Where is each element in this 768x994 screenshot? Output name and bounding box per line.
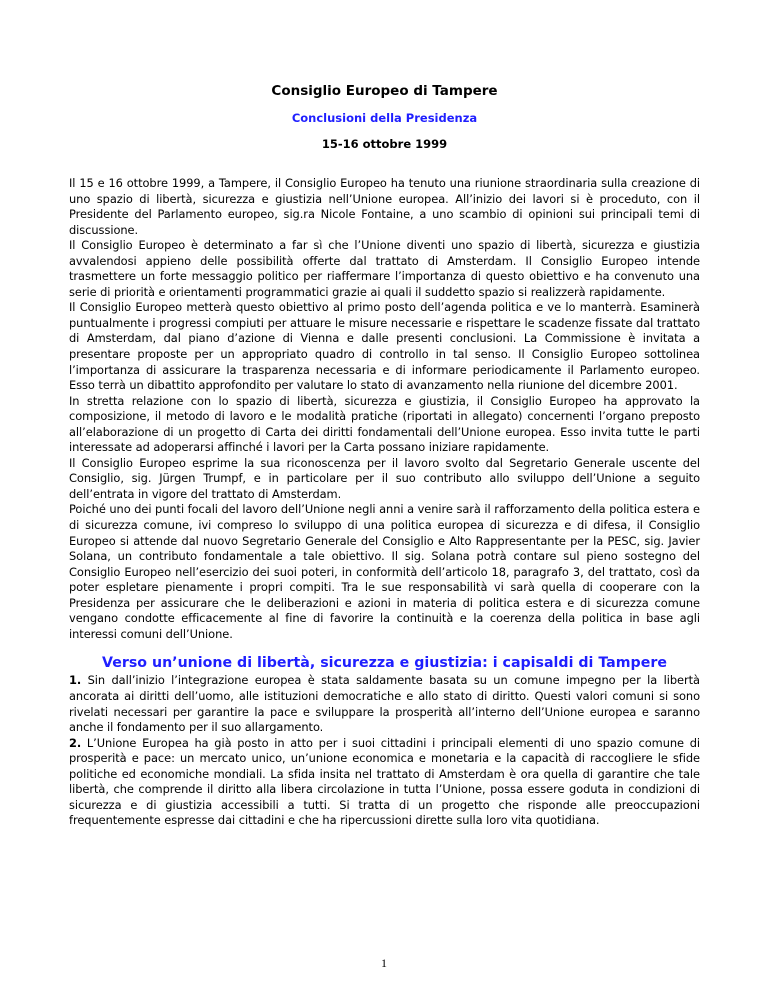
intro-paragraph: Il Consiglio Europeo esprime la sua riconoscenza per il lavoro svolto dal Segretario Generale uscente del Consiglio, sig. Jürgen Trumpf, e in particolare per il suo contributo allo sviluppo dell’Unione a seguito dell’entrata in vigore del trattato di Amsterdam. — [69, 455, 700, 501]
paragraph-number: 1. — [69, 673, 82, 688]
section-heading: Verso un’unione di libertà, sicurezza e giustizia: i capisaldi di Tampere — [102, 655, 667, 672]
document-subtitle: Conclusioni della Presidenza — [291, 111, 478, 125]
document-body — [69, 82, 700, 829]
intro-paragraph: Il Consiglio Europeo è determinato a far sì che l’Unione diventi uno spazio di libertà, sicurezza e giustizia avvalendosi appieno delle possibilità offerte dal trattato di Amsterdam. Il Consiglio Europeo intende trasmettere un forte messaggio politico per riaffermare l’importanza di questo obiettivo e ha convenuto una serie di priorità e orientamenti programmatici grazie ai quali il suddetto spazio si realizzerà rapidamente. — [69, 238, 700, 299]
paragraph-text: Sin dall’inizio l’integrazione europea è stata saldamente basata su un comune impegno per la libertà ancorata ai diritti dell’uomo, alle istituzioni democratiche e allo stato di diritto. Questi valori comuni si sono rivelati necessari per garantire la pace e sviluppare la prosperità all’interno dell’Unione europea e saranno anche il fondamento per il suo allargamento. — [69, 673, 700, 735]
intro-paragraph: Il 15 e 16 ottobre 1999, a Tampere, il Consiglio Europeo ha tenuto una riunione straordinaria sulla creazione di uno spazio di libertà, sicurezza e giustizia nell’Unione europea. All’inizio dei lavori si è proceduto, con il Presidente del Parlamento europeo, sig.ra Nicole Fontaine, a uno scambio di opinioni sui principali temi di discussione. — [69, 176, 700, 237]
document-title: Consiglio Europeo di Tampere — [271, 83, 498, 99]
paragraph-text: L’Unione Europea ha già posto in atto per i suoi cittadini i principali elementi di uno spazio comune di prosperità e pace: un mercato unico, un’unione economica e monetaria e la capacità di raccogliere le sfide politiche ed economiche mondiali. La sfida insita nel trattato di Amsterdam è ora quella di garantire che tale libertà, che comprende il diritto alla libera circolazione in tutta l’Unione, possa essere goduta in condizioni di sicurezza e di giustizia accessibili a tutti. Si tratta di un progetto che risponde alle preoccupazioni frequentemente espresse dai cittadini e che ha ripercussioni dirette sulla loro vita quotidiana. — [69, 735, 700, 828]
intro-paragraph: In stretta relazione con lo spazio di libertà, sicurezza e giustizia, il Consiglio Europeo ha approvato la composizione, il metodo di lavoro e le modalità pratiche (riportati in allegato) concernenti l’organo preposto all’elaborazione di un progetto di Carta dei diritti fondamentali dell’Unione europea. Esso invita tutte le parti interessate ad adoperarsi affinché i lavori per la Carta possano iniziare rapidamente. — [69, 393, 700, 455]
numbered-paragraph-1 — [69, 673, 700, 735]
intro-paragraph: Il Consiglio Europeo metterà questo obiettivo al primo posto dell’agenda politica e ve lo manterrà. Esaminerà puntualmente i progressi compiuti per attuare le misure necessarie e rispettare le scadenze fissate dal trattato di Amsterdam, dal piano d’azione di Vienna e dalle presenti conclusioni. La Commissione è invitata a presentare proposte per un appropriato quadro di controllo in tal senso. Il Consiglio Europeo sottolinea l’importanza di assicurare la trasparenza necessaria e di informare periodicamente il Parlamento europeo. Esso terrà un dibattito approfondito per valutare lo stato di avanzamento nella riunione del dicembre 2001. — [69, 300, 700, 393]
document-date: 15-16 ottobre 1999 — [321, 137, 448, 151]
page-number: 1 — [381, 956, 387, 970]
intro-section — [69, 176, 700, 642]
paragraph-number: 2. — [69, 735, 82, 750]
intro-paragraph: Poiché uno dei punti focali del lavoro dell’Unione negli anni a venire sarà il rafforzamento della politica estera e di sicurezza comune, ivi compreso lo sviluppo di una politica europea di sicurezza e di difesa, il Consiglio Europeo si attende dal nuovo Segretario Generale del Consiglio e Alto Rappresentante per la PESC, sig. Javier Solana, un contributo fondamentale a tale obiettivo. Il sig. Solana potrà contare sul pieno sostegno del Consiglio Europeo nell’esercizio dei suoi poteri, in conformità dell’articolo 18, paragrafo 3, del trattato, così da poter espletare pienamente i propri compiti. Tra le sue responsabilità vi sarà quella di cooperare con la Presidenza per assicurare che le deliberazioni e azioni in materia di politica estera e di sicurezza comune vengano condotte efficacemente al fine di favorire la continuità e la coerenza della politica in base agli interessi comuni dell’Unione. — [69, 502, 700, 641]
numbered-paragraph-2 — [69, 736, 700, 829]
